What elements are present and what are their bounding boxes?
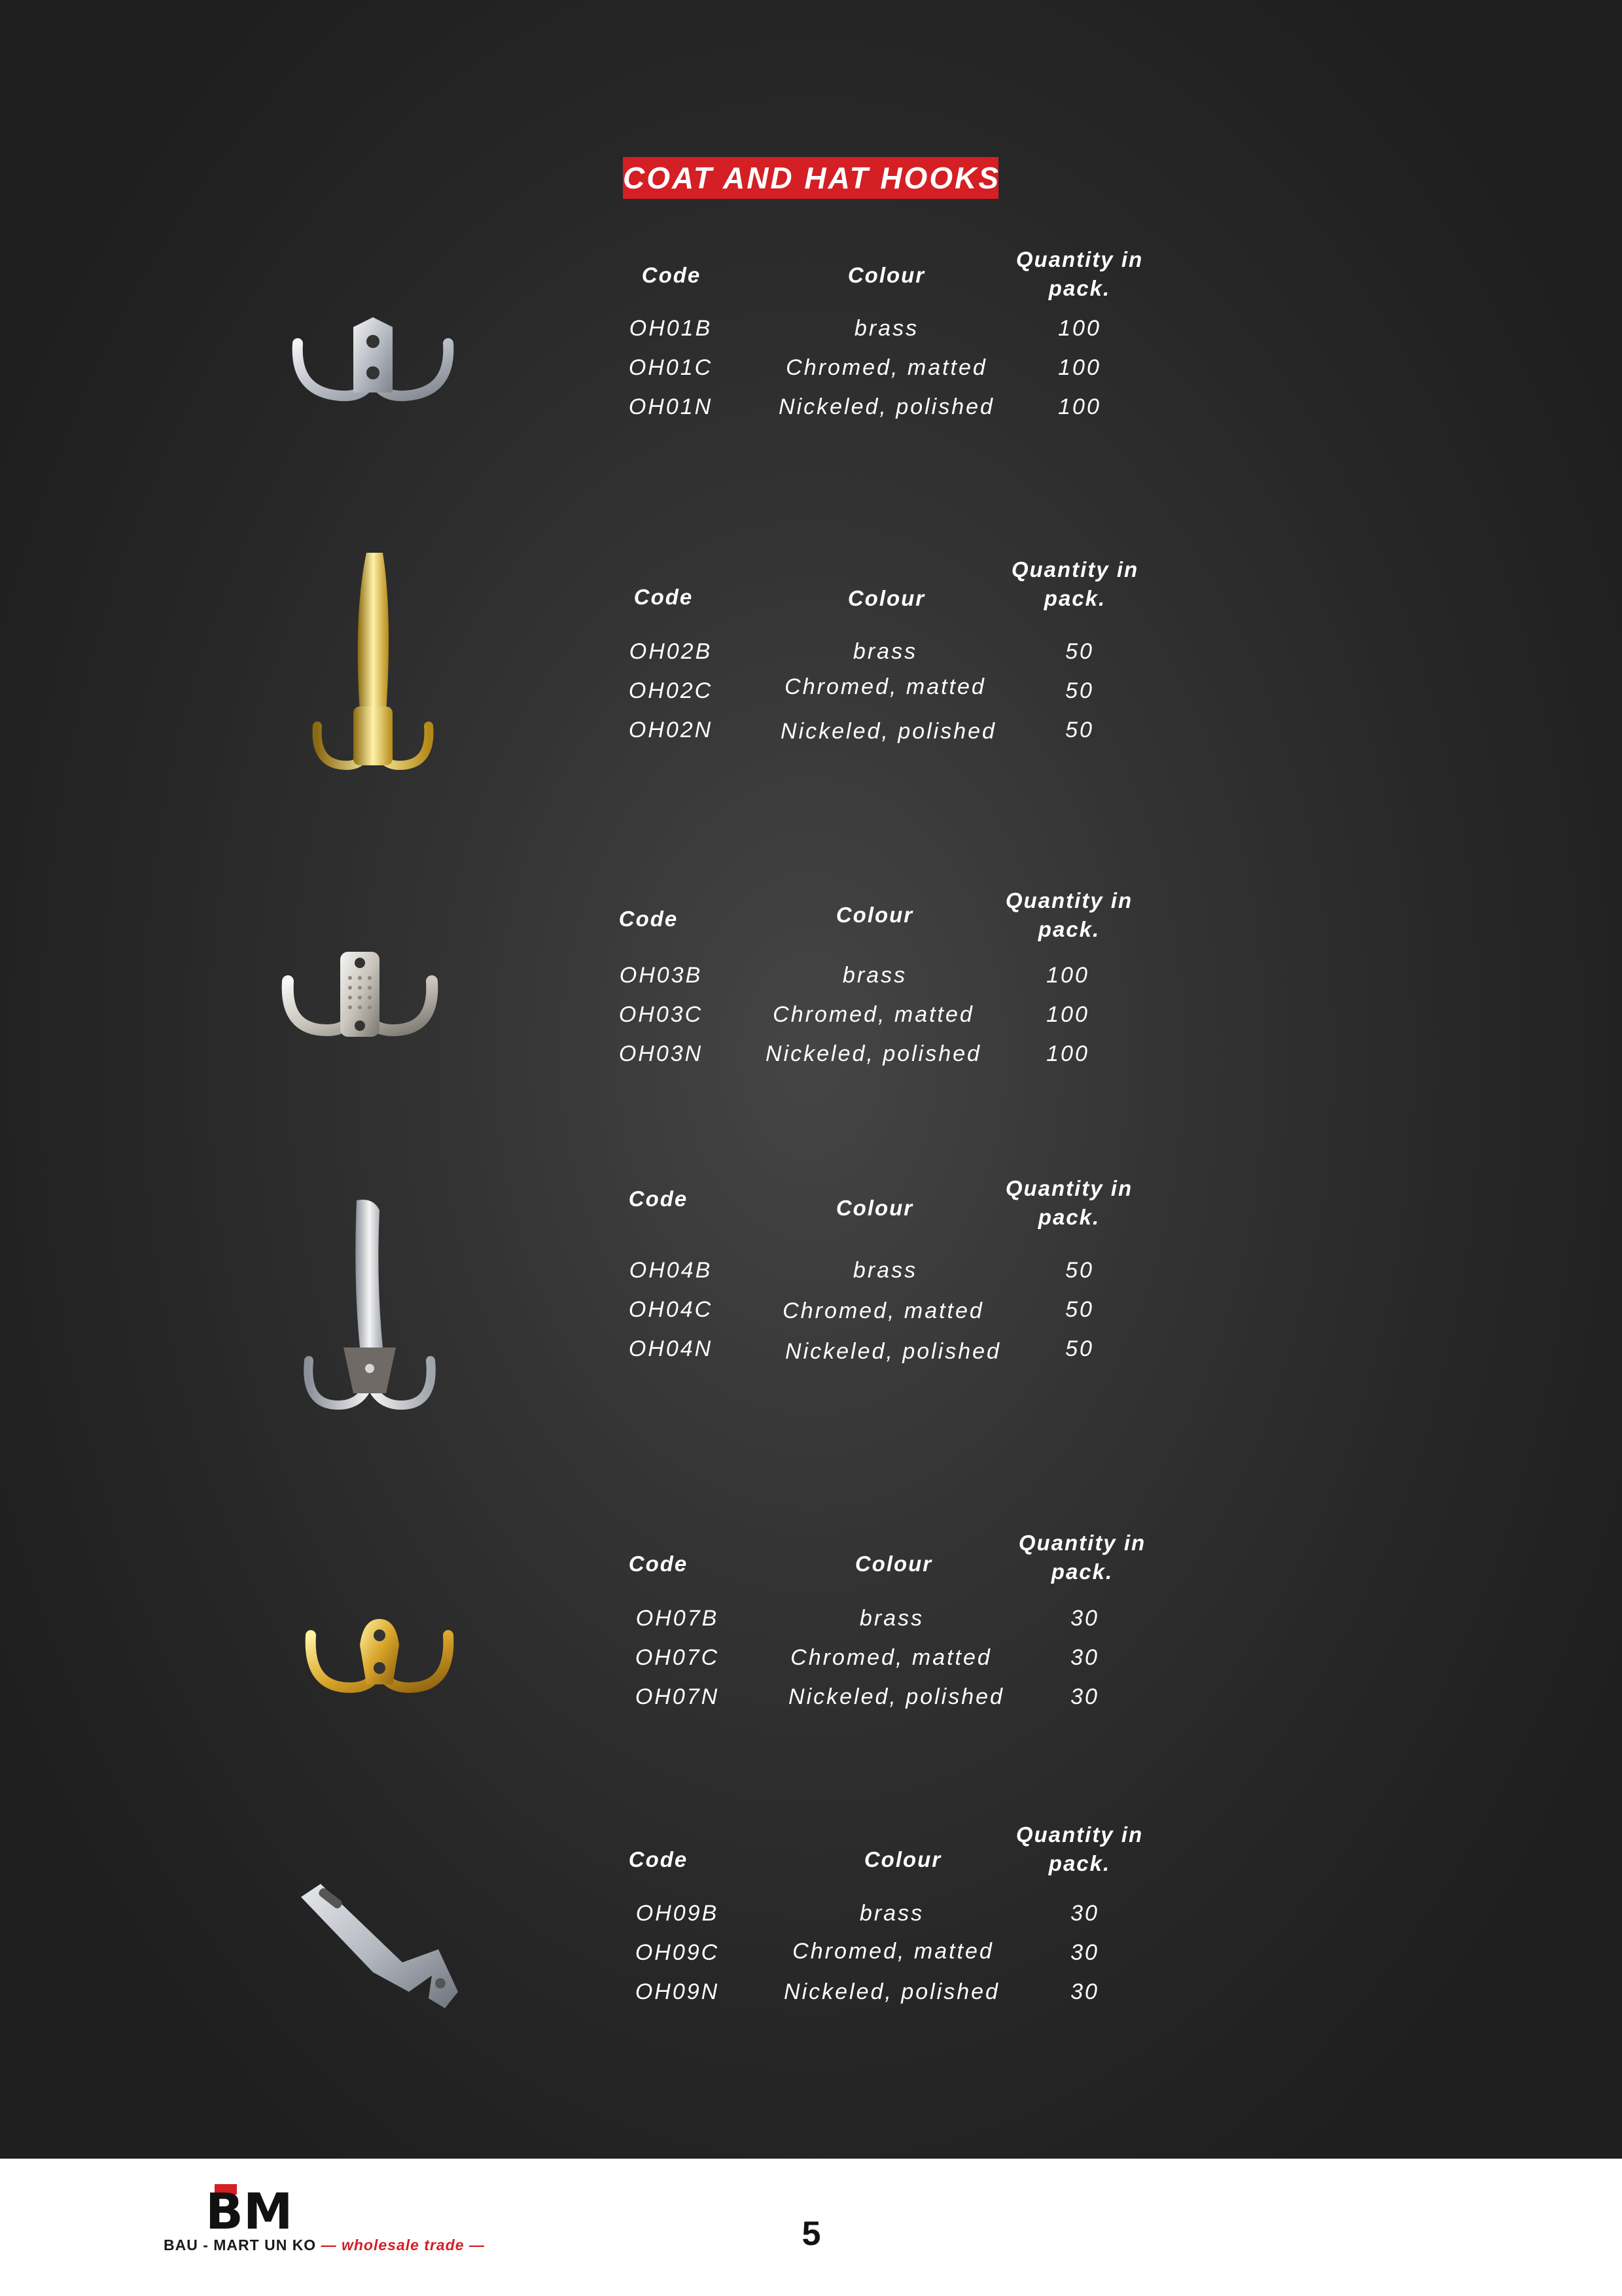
company-tagline: — wholesale trade — [321,2236,485,2253]
header-code: Code [628,1552,688,1576]
product-code: OH04N [628,1336,713,1361]
company-logo [164,2182,543,2260]
product-quantity: 50 [1065,1336,1094,1361]
product-colour: brass [859,1606,925,1631]
product-quantity: 100 [1058,394,1101,419]
header-quantity-line1: Quantity in [1011,557,1139,582]
product-colour: Nickeled, polished [781,719,996,744]
product-colour: Nickeled, polished [785,1339,1001,1364]
product-quantity: 100 [1046,1002,1089,1027]
dotted-double-hook-icon [278,942,442,1047]
product-code: OH03C [618,1002,703,1027]
angled-silver-hook-icon [291,1877,468,2021]
header-colour: Colour [847,263,926,287]
product-quantity: 30 [1070,1979,1099,2004]
product-code: OH02B [629,639,713,664]
product-quantity: 100 [1058,316,1101,341]
header-colour: Colour [847,586,926,610]
logo-mark-text: BM [205,2182,293,2233]
bm-logo-icon [203,2182,301,2233]
header-quantity-line2: pack. [1038,917,1101,941]
product-code: OH07B [635,1606,719,1631]
header-quantity-line2: pack. [1044,586,1106,610]
section-title-banner [623,157,1001,199]
header-quantity-line2: pack. [1048,276,1111,300]
product-quantity: 50 [1065,639,1094,664]
product-colour: Chromed, matted [785,674,986,699]
product-quantity: 100 [1046,963,1089,988]
product-quantity: 50 [1065,678,1094,703]
header-quantity-line1: Quantity in [1015,247,1144,271]
logo-caption [164,2236,485,2254]
double-hook-silver-icon [288,314,458,412]
product-block-oh01 [0,235,1622,497]
product-code: OH02N [628,718,713,742]
product-quantity: 30 [1070,1606,1099,1631]
header-quantity-line1: Quantity in [1005,888,1133,913]
product-code: OH01B [629,316,713,341]
product-colour: Chromed, matted [773,1002,974,1027]
header-quantity-line2: pack. [1048,1851,1111,1875]
product-quantity: 50 [1065,1258,1094,1283]
product-quantity: 100 [1058,355,1101,380]
product-colour: Nickeled, polished [784,1979,1000,2004]
product-colour: Chromed, matted [783,1298,984,1323]
product-colour: Chromed, matted [792,1939,994,1964]
header-quantity-line2: pack. [1051,1559,1114,1584]
header-colour: Colour [855,1552,933,1576]
product-quantity: 100 [1046,1041,1089,1066]
tall-silver-hook-icon [301,1197,438,1413]
product-quantity: 30 [1070,1940,1099,1965]
product-code: OH09C [635,1940,720,1965]
company-name: BAU - MART UN KO [164,2236,317,2253]
product-code: OH09N [635,1979,720,2004]
product-code: OH02C [628,678,713,703]
product-quantity: 30 [1070,1645,1099,1670]
header-quantity-line1: Quantity in [1015,1822,1144,1847]
section-title: COAT AND HAT HOOKS [623,161,1001,195]
product-colour: brass [853,1258,918,1283]
header-code: Code [633,585,694,609]
header-colour: Colour [836,903,914,927]
header-colour: Colour [864,1847,942,1871]
product-colour: Nickeled, polished [766,1041,981,1066]
product-quantity: 50 [1065,1297,1094,1322]
product-code: OH03B [619,963,703,988]
header-quantity-line1: Quantity in [1005,1176,1133,1200]
page-number: 5 [802,2215,821,2253]
product-colour: brass [859,1901,925,1926]
product-block-oh02 [0,543,1622,805]
header-code: Code [628,1187,688,1211]
product-quantity: 50 [1065,718,1094,742]
product-colour: Nickeled, polished [779,394,995,419]
product-code: OH01N [628,394,713,419]
product-colour: brass [842,963,908,988]
product-quantity: 30 [1070,1901,1099,1926]
header-code: Code [641,263,701,287]
product-code: OH01C [628,355,713,380]
gold-double-hook-icon [301,1616,458,1701]
product-colour: Chromed, matted [786,355,987,380]
product-code: OH07C [635,1645,720,1670]
header-quantity-line2: pack. [1038,1205,1101,1229]
product-block-oh09 [0,1812,1622,2074]
product-block-oh07 [0,1518,1622,1779]
header-colour: Colour [836,1196,914,1220]
product-block-oh03 [0,877,1622,1138]
product-code: OH09B [635,1901,719,1926]
product-quantity: 30 [1070,1684,1099,1709]
product-colour: brass [854,316,919,341]
tall-gold-hook-icon [311,549,435,772]
product-code: OH04B [629,1258,713,1283]
header-code: Code [618,907,679,931]
product-code: OH03N [618,1041,703,1066]
product-colour: Nickeled, polished [788,1684,1004,1709]
product-colour: brass [853,639,918,664]
header-quantity-line1: Quantity in [1018,1531,1146,1555]
product-colour: Chromed, matted [790,1645,992,1670]
product-block-oh04 [0,1164,1622,1426]
product-code: OH04C [628,1297,713,1322]
header-code: Code [628,1847,688,1871]
product-code: OH07N [635,1684,720,1709]
